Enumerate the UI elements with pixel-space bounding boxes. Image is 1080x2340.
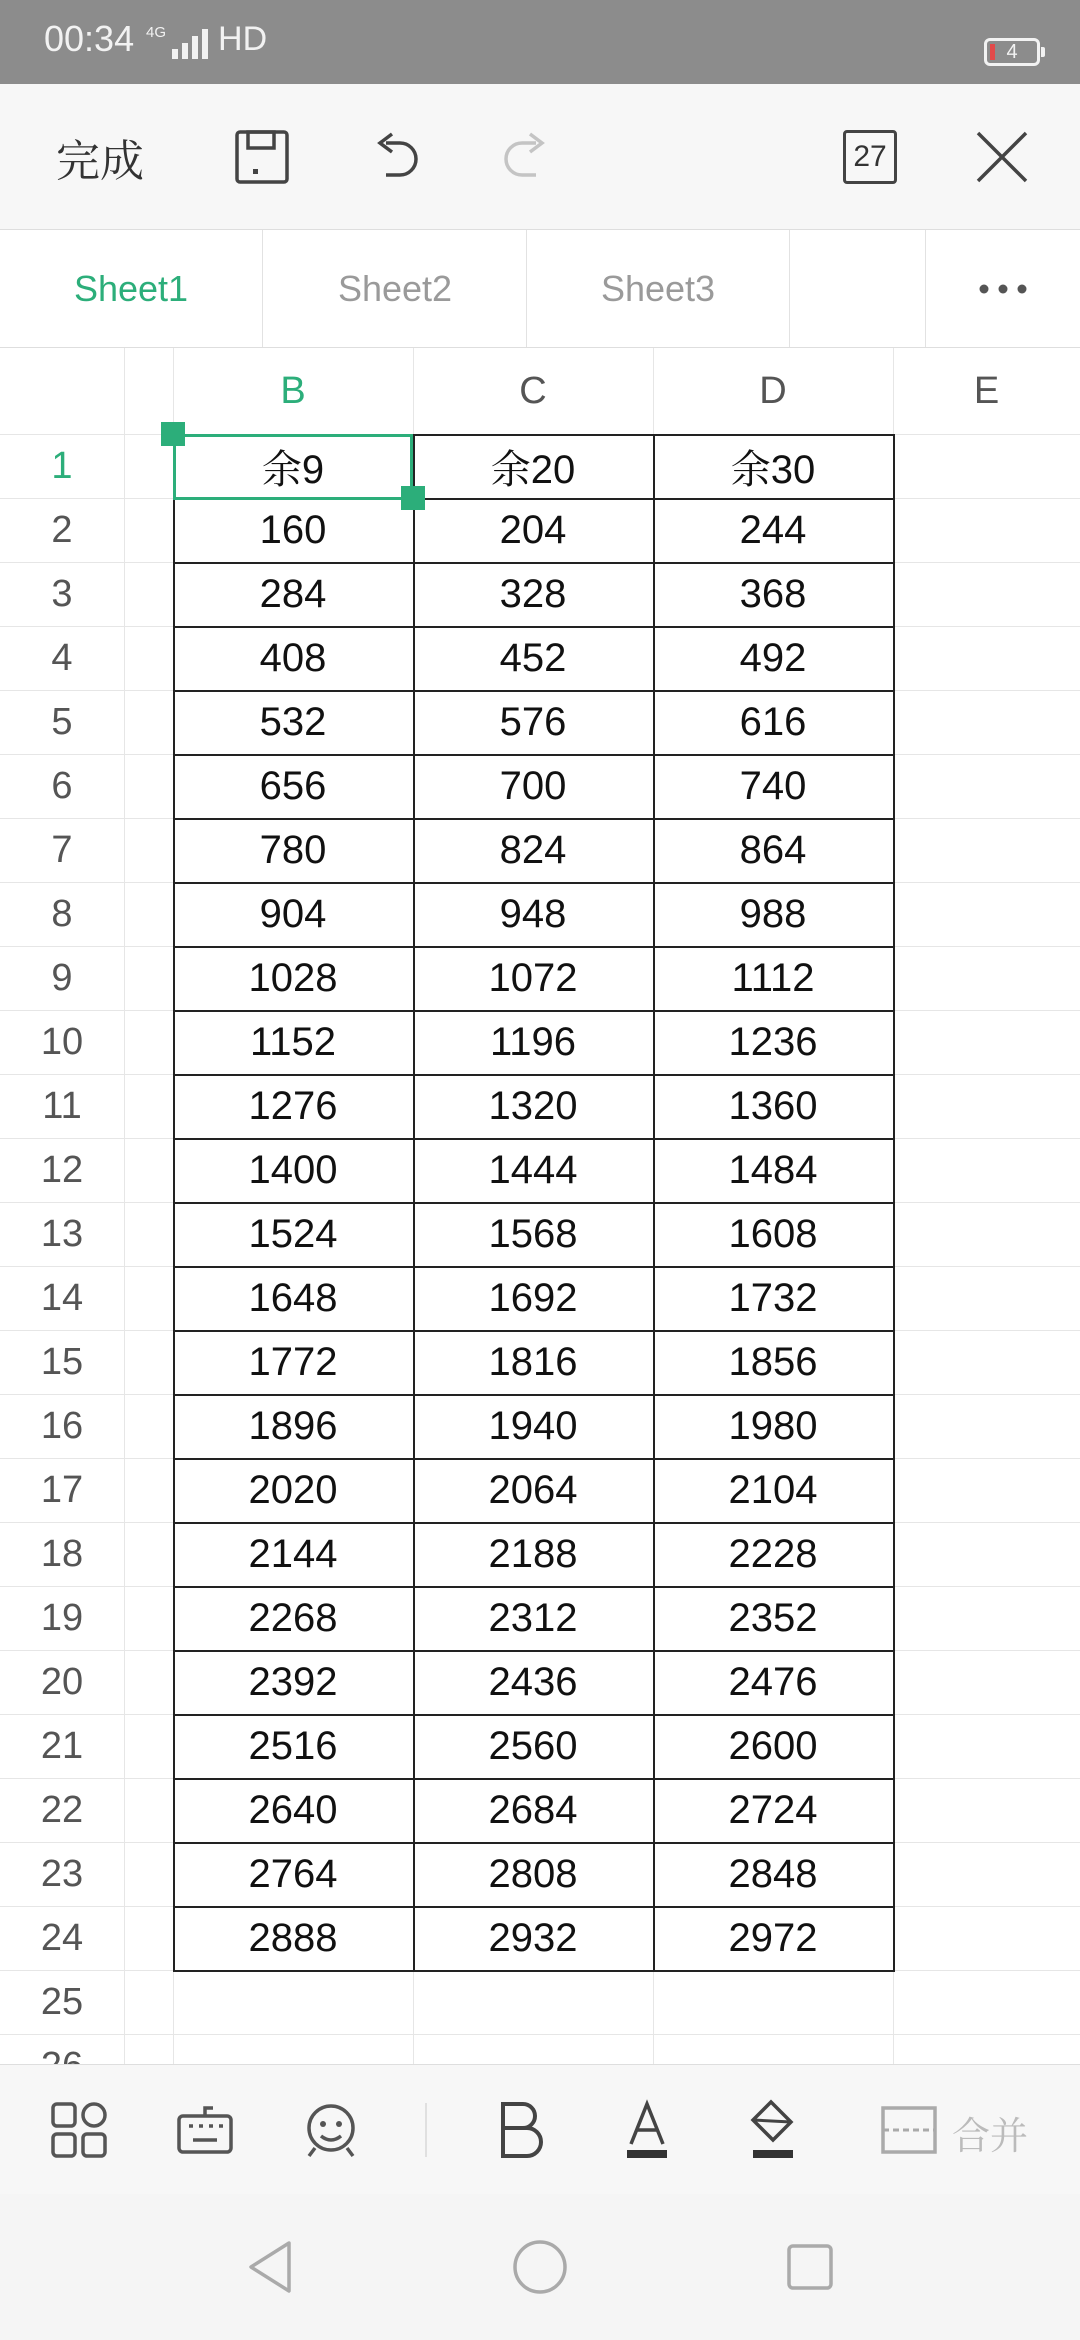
table-cell[interactable]: 2064 <box>488 1467 578 1512</box>
top-toolbar <box>0 84 1080 230</box>
cell-border <box>173 1650 893 1652</box>
sheet-tabs <box>0 230 1080 348</box>
home-circle-icon <box>511 2238 569 2296</box>
cell-border <box>173 1842 893 1844</box>
merge-cells-icon <box>879 2100 939 2160</box>
table-cell[interactable]: 1320 <box>488 1083 578 1128</box>
back-triangle-icon <box>245 2239 295 2295</box>
row-header[interactable]: 3 <box>51 572 73 615</box>
emoji-icon <box>301 2100 361 2160</box>
cell-border <box>173 1010 893 1012</box>
row-header[interactable]: 23 <box>40 1852 84 1895</box>
table-cell[interactable]: 1072 <box>488 955 578 1000</box>
cell-border <box>173 946 893 948</box>
apps-grid-icon <box>49 2100 109 2160</box>
row-header[interactable]: 1 <box>51 444 73 487</box>
row-header[interactable]: 10 <box>40 1020 84 1063</box>
table-cell[interactable]: 1112 <box>731 955 815 1000</box>
merge-button[interactable] <box>874 2065 944 2195</box>
table-cell[interactable]: 284 <box>259 571 327 616</box>
apps-button[interactable] <box>44 2065 114 2195</box>
row-header[interactable]: 13 <box>40 1212 84 1255</box>
table-cell[interactable]: 204 <box>499 507 567 552</box>
row-header[interactable]: 8 <box>51 892 73 935</box>
row-header[interactable]: 2 <box>51 508 73 551</box>
status-time: 00:34 <box>44 18 135 59</box>
keyboard-icon <box>175 2100 235 2160</box>
table-cell[interactable]: 1524 <box>248 1211 338 1256</box>
table-cell[interactable]: 1816 <box>488 1339 578 1384</box>
table-cell[interactable]: 2888 <box>248 1915 338 1960</box>
cell-border <box>893 434 895 1972</box>
table-cell[interactable]: 2516 <box>248 1723 338 1768</box>
column-header-c[interactable]: C <box>519 369 547 412</box>
table-cell[interactable]: 452 <box>499 635 567 680</box>
close-button[interactable] <box>970 84 1034 230</box>
cell-border <box>173 626 893 628</box>
table-cell[interactable]: 1196 <box>489 1019 576 1064</box>
column-header-b[interactable]: B <box>280 369 306 412</box>
cell-border <box>173 882 893 884</box>
more-icon <box>978 283 1028 295</box>
table-cell[interactable]: 2972 <box>728 1915 818 1960</box>
grid-line <box>124 348 125 2064</box>
cell-border <box>173 818 893 820</box>
table-cell[interactable]: 328 <box>499 571 567 616</box>
selection-handle[interactable] <box>161 422 185 446</box>
row-header[interactable]: 11 <box>42 1084 82 1127</box>
table-cell[interactable]: 1980 <box>728 1403 818 1448</box>
recents-nav-button[interactable] <box>750 2194 870 2340</box>
table-cell[interactable]: 368 <box>739 571 807 616</box>
redo-button[interactable] <box>496 84 560 230</box>
selection-handle[interactable] <box>401 486 425 510</box>
row-header[interactable]: 7 <box>51 828 73 871</box>
table-cell[interactable]: 1896 <box>248 1403 338 1448</box>
row-header[interactable]: 14 <box>40 1276 84 1319</box>
cell-border <box>173 690 893 692</box>
cell-border <box>173 1202 893 1204</box>
table-cell[interactable]: 492 <box>739 635 807 680</box>
cell-border <box>173 754 893 756</box>
table-cell[interactable]: 2188 <box>488 1531 578 1576</box>
cell-border <box>173 1714 893 1716</box>
table-cell[interactable]: 2312 <box>488 1595 578 1640</box>
cell-border <box>653 434 655 1972</box>
home-nav-button[interactable] <box>480 2194 600 2340</box>
row-header[interactable]: 22 <box>40 1788 84 1831</box>
hd-label: HD <box>218 20 268 58</box>
table-cell[interactable]: 864 <box>739 827 807 872</box>
network-type: 4G <box>146 24 167 41</box>
table-cell[interactable]: 2640 <box>248 1787 338 1832</box>
table-cell[interactable]: 1028 <box>248 955 338 1000</box>
battery-level: 4 <box>1006 41 1018 63</box>
more-tabs-button[interactable] <box>925 230 1080 347</box>
table-cell[interactable]: 1400 <box>248 1147 338 1192</box>
table-cell[interactable]: 2932 <box>488 1915 578 1960</box>
row-header[interactable]: 18 <box>40 1532 84 1575</box>
row-header[interactable]: 4 <box>51 636 73 679</box>
cell-border <box>173 1586 893 1588</box>
table-cell[interactable]: 2764 <box>248 1851 338 1896</box>
recents-square-icon <box>785 2242 835 2292</box>
emoji-button[interactable] <box>296 2065 366 2195</box>
signal-icon <box>172 27 208 59</box>
table-cell[interactable]: 988 <box>739 891 807 936</box>
table-cell[interactable]: 1484 <box>728 1147 818 1192</box>
bold-button[interactable] <box>486 2065 556 2195</box>
battery-icon <box>984 38 1040 66</box>
table-cell[interactable]: 2104 <box>728 1467 818 1512</box>
close-icon <box>974 129 1030 185</box>
table-cell[interactable]: 700 <box>499 763 567 808</box>
fill-color-icon <box>743 2098 803 2162</box>
edit-toolbar <box>0 2064 1080 2194</box>
table-cell[interactable]: 2020 <box>248 1467 338 1512</box>
table-cell[interactable]: 904 <box>259 891 327 936</box>
navigation-bar <box>0 2194 1080 2340</box>
row-header[interactable]: 24 <box>40 1916 84 1959</box>
table-cell[interactable]: 1276 <box>248 1083 338 1128</box>
bold-icon <box>491 2098 551 2162</box>
table-cell[interactable]: 408 <box>259 635 327 680</box>
spreadsheet-grid[interactable] <box>0 348 1080 2064</box>
table-cell[interactable]: 780 <box>259 827 327 872</box>
table-cell[interactable]: 2228 <box>728 1531 818 1576</box>
row-header[interactable]: 12 <box>40 1148 84 1191</box>
fill-color-button[interactable] <box>738 2065 808 2195</box>
keyboard-button[interactable] <box>170 2065 240 2195</box>
table-cell[interactable]: 824 <box>499 827 567 872</box>
merge-label: 合并 <box>952 2116 1029 2158</box>
cell-selection[interactable] <box>173 434 413 500</box>
table-cell[interactable]: 2436 <box>488 1659 578 1704</box>
done-button[interactable]: 完成 <box>56 137 144 186</box>
table-cell[interactable]: 1568 <box>488 1211 578 1256</box>
row-header[interactable]: 19 <box>40 1596 84 1639</box>
table-cell[interactable]: 656 <box>259 763 327 808</box>
table-cell[interactable]: 1444 <box>488 1147 578 1192</box>
table-cell[interactable]: 1236 <box>728 1019 818 1064</box>
table-cell[interactable]: 740 <box>739 763 807 808</box>
cell-border <box>173 1138 893 1140</box>
column-header-d[interactable]: D <box>759 369 787 412</box>
table-cell[interactable]: 1648 <box>248 1275 338 1320</box>
table-cell[interactable]: 2392 <box>248 1659 338 1704</box>
cell-border <box>173 1458 893 1460</box>
table-cell[interactable]: 余9 <box>261 447 325 492</box>
save-button[interactable] <box>230 84 294 230</box>
cell-border <box>173 562 893 564</box>
tab-sheet1[interactable]: Sheet1 <box>0 230 263 347</box>
row-header[interactable]: 5 <box>51 700 73 743</box>
table-cell[interactable]: 1856 <box>728 1339 818 1384</box>
tab-sheet3[interactable]: Sheet3 <box>527 230 790 347</box>
undo-icon <box>366 129 422 185</box>
table-cell[interactable]: 160 <box>259 507 327 552</box>
table-cell[interactable]: 1608 <box>728 1211 818 1256</box>
row-header[interactable]: 25 <box>40 1980 84 2023</box>
font-color-button[interactable] <box>612 2065 682 2195</box>
table-cell[interactable]: 576 <box>499 699 567 744</box>
cell-border <box>173 434 175 1972</box>
row-header[interactable]: 21 <box>40 1724 84 1767</box>
cell-border <box>413 434 415 1972</box>
table-cell[interactable]: 2724 <box>728 1787 818 1832</box>
cell-border <box>173 1906 893 1908</box>
font-color-icon <box>617 2098 677 2162</box>
table-cell[interactable]: 2352 <box>728 1595 818 1640</box>
table-cell[interactable]: 948 <box>499 891 567 936</box>
cell-border <box>173 1394 893 1396</box>
table-cell[interactable]: 2684 <box>488 1787 578 1832</box>
cell-border <box>173 1970 893 1972</box>
column-header-e[interactable]: E <box>973 369 1000 412</box>
table-cell[interactable]: 532 <box>259 699 327 744</box>
page-count-button[interactable] <box>840 84 900 230</box>
save-icon <box>234 129 290 185</box>
table-cell[interactable]: 1732 <box>728 1275 818 1320</box>
row-header[interactable]: 9 <box>51 956 73 999</box>
table-cell[interactable]: 余20 <box>490 447 576 492</box>
table-cell[interactable]: 244 <box>739 507 807 552</box>
page-count: 27 <box>843 130 897 184</box>
table-cell[interactable]: 1772 <box>248 1339 338 1384</box>
table-cell[interactable]: 2808 <box>488 1851 578 1896</box>
row-header[interactable]: 20 <box>40 1660 84 1703</box>
undo-button[interactable] <box>362 84 426 230</box>
table-cell[interactable]: 余30 <box>730 447 816 492</box>
redo-icon <box>500 129 556 185</box>
table-cell[interactable]: 2476 <box>728 1659 818 1704</box>
row-header[interactable]: 6 <box>51 764 73 807</box>
status-bar <box>0 0 1080 84</box>
back-nav-button[interactable] <box>210 2194 330 2340</box>
table-cell[interactable]: 2848 <box>728 1851 818 1896</box>
row-header[interactable]: 15 <box>40 1340 84 1383</box>
table-cell[interactable]: 1360 <box>728 1083 818 1128</box>
table-cell[interactable]: 2560 <box>488 1723 578 1768</box>
cell-border <box>173 1074 893 1076</box>
table-cell[interactable]: 1152 <box>249 1019 336 1064</box>
row-header[interactable]: 16 <box>40 1404 84 1447</box>
cell-border <box>173 1778 893 1780</box>
table-cell[interactable]: 2268 <box>248 1595 338 1640</box>
cell-border <box>173 1330 893 1332</box>
toolbar-divider <box>425 2103 427 2157</box>
table-cell[interactable]: 616 <box>739 699 807 744</box>
grid-line <box>0 2034 1080 2035</box>
network-indicator <box>146 20 267 59</box>
cell-border <box>173 1266 893 1268</box>
table-cell[interactable]: 2144 <box>248 1531 338 1576</box>
cell-border <box>173 1522 893 1524</box>
table-cell[interactable]: 1692 <box>488 1275 578 1320</box>
tab-sheet2[interactable]: Sheet2 <box>264 230 527 347</box>
table-cell[interactable]: 2600 <box>728 1723 818 1768</box>
row-header[interactable]: 17 <box>40 1468 84 1511</box>
table-cell[interactable]: 1940 <box>488 1403 578 1448</box>
